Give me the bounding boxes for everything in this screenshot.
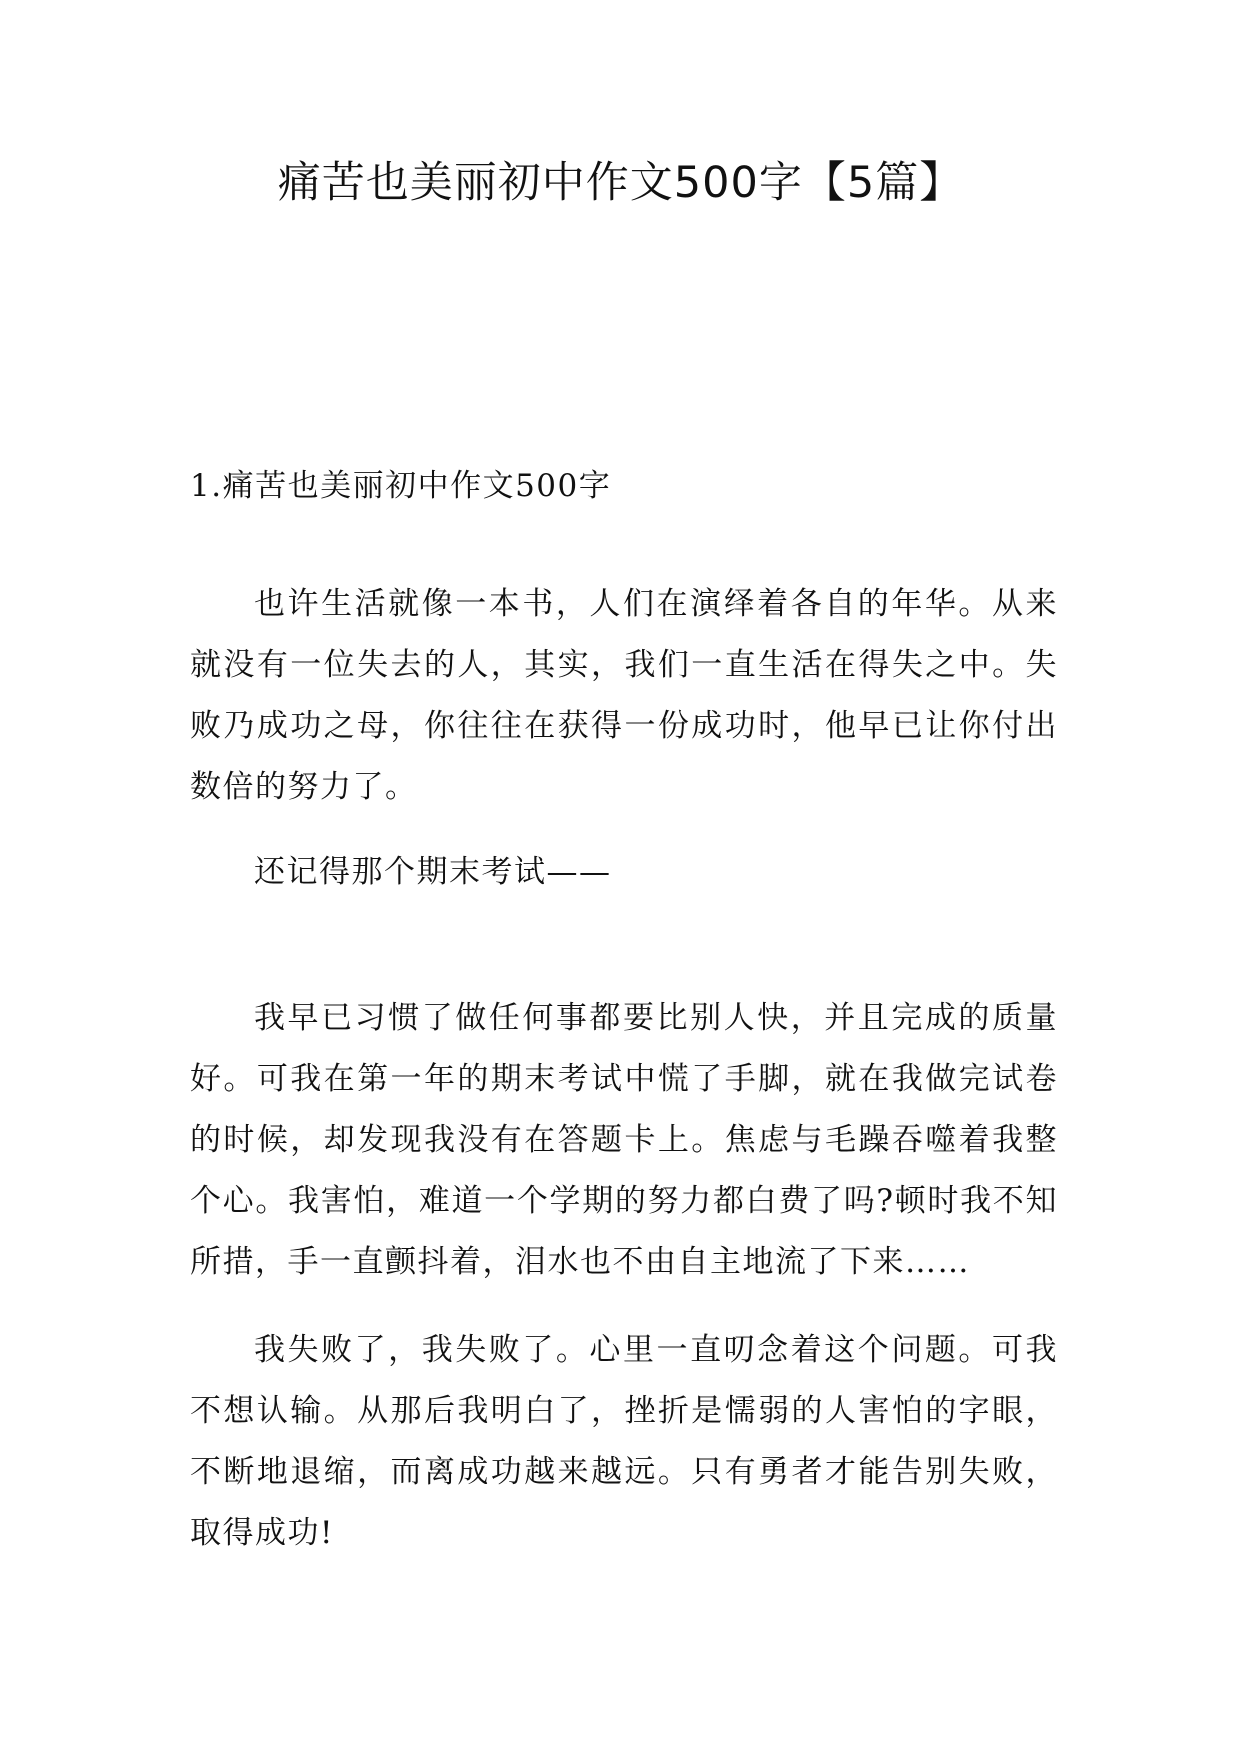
paragraph-2: 还记得那个期末考试—— [254, 854, 612, 890]
paragraph-3: 我早已习惯了做任何事都要比别人快，并且完成的质量好。可我在第一年的期末考试中慌了手脚，就在我做完试卷的时候，却发现我没有在答题卡上。焦虑与毛躁吞噬着我整个心。我害怕，难道一个学期的努力都白费了吗?顿时我不知所措，手一直颤抖着，泪水也不由自主地流了下来…… [190, 1000, 1058, 1280]
paragraph-4: 我失败了，我失败了。心里一直叨念着这个问题。可我不想认输。从那后我明白了，挫折是懦弱的人害怕的字眼，不断地退缩，而离成功越来越远。只有勇者才能告别失败，取得成功! [190, 1332, 1058, 1551]
document-title: 痛苦也美丽初中作文500字【5篇】 [277, 158, 964, 208]
section-heading: 1.痛苦也美丽初中作文500字 [190, 468, 612, 504]
paragraph-1: 也许生活就像一本书，人们在演绎着各自的年华。从来就没有一位失去的人，其实，我们一直生活在得失之中。失败乃成功之母，你往往在获得一份成功时，他早已让你付出数倍的努力了。 [190, 586, 1058, 805]
